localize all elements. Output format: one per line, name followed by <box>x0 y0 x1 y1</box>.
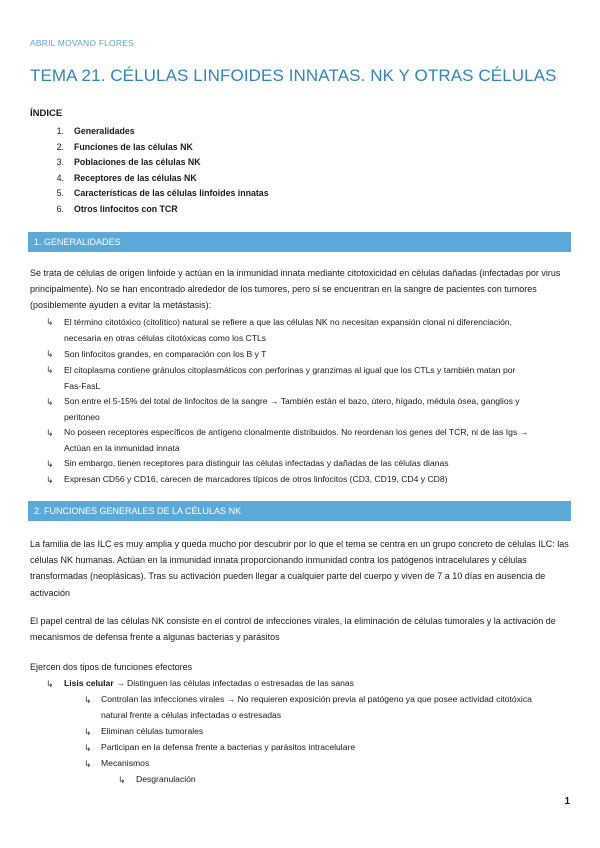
sub-arrow-icon: ↳ <box>46 476 54 486</box>
sub-arrow-icon: ↳ <box>84 744 92 754</box>
sub-arrow-icon: ↳ <box>118 776 126 786</box>
section2-paragraph-3: Ejercen dos tipos de funciones efectores <box>30 662 193 672</box>
list-item: Controlan las infecciones virales → No requieren exposición previa al patógeno ya que posee actividad citotóxica natural frente a células infectadas o estresadas <box>101 694 532 720</box>
page-number: 1 <box>564 796 570 807</box>
sub-arrow-icon: ↳ <box>46 460 54 470</box>
sub-arrow-icon: ↳ <box>46 350 54 360</box>
page-title: TEMA 21. CÉLULAS LINFOIDES INNATAS. NK Y OTRAS CÉLULAS <box>30 66 557 85</box>
toc-item: 4. Receptores de las células NK <box>56 172 197 183</box>
sub-arrow-icon: ↳ <box>46 429 54 439</box>
list-item: Mecanismos <box>101 758 150 768</box>
sub-arrow-icon: ↳ <box>46 366 54 376</box>
sub-arrow-icon: ↳ <box>46 680 54 690</box>
list-item: El citoplasma contiene gránulos citoplasmáticos con perforinas y granzimas al igual que los CTLs y también matan por Fas-FasL <box>64 365 516 391</box>
list-item: Desgranulación <box>136 774 196 784</box>
section2-paragraph-2: El papel central de las células NK consiste en el control de infecciones virales, la eliminación de células tumorales y la activación de mecanismos de defensa frente a algunas bacterias y parásitos <box>30 616 556 643</box>
list-item-lisis: Lisis celular → Distinguen las células infectadas o estresadas de las sanas <box>64 678 354 688</box>
list-item: Son entre el 5-15% del total de linfocitos de la sangre → También están el bazo, útero, hígado, médula ósea, ganglios y peritoneo <box>64 396 520 422</box>
list-item: Participan en la defensa frente a bacterias y parásitos intracelulare <box>101 742 356 752</box>
sub-arrow-icon: ↳ <box>84 760 92 770</box>
toc-item: 2. Funciones de las células NK <box>56 141 193 152</box>
sub-arrow-icon: ↳ <box>84 696 92 706</box>
toc-item: 1. Generalidades <box>56 126 135 136</box>
toc-item: 3. Poblaciones de las células NK <box>56 157 201 167</box>
list-item: Expresan CD56 y CD16, carecen de marcadores típicos de otros linfocitos (CD3, CD19, CD4 y CD8) <box>64 474 448 484</box>
list-item: Eliminan células tumorales <box>101 726 204 736</box>
section-heading-funciones: 2. FUNCIONES GENERALES DE LA CÉLULAS NK <box>28 501 571 521</box>
list-item: El término citotóxico (citolítico) natural se refiere a que las células NK no necesitan expansión clonal ni diferenciación, necesaria en otras células citotóxicas como los CTLs <box>64 317 513 343</box>
sub-arrow-icon: ↳ <box>84 728 92 738</box>
sub-arrow-icon: ↳ <box>46 318 54 328</box>
table-of-contents <box>44 124 269 217</box>
index-heading: ÍNDICE <box>30 108 63 119</box>
list-item: Sin embargo, tienen receptores para distinguir las células infectadas y dañadas de las células dianas <box>64 458 449 468</box>
list-item: Son linfocitos grandes, en comparación con los B y T <box>64 349 267 359</box>
toc-item: 5. Características de las células linfoides innatas <box>56 188 269 198</box>
sub-arrow-icon: ↳ <box>46 398 54 408</box>
section2-paragraph-1: La familia de las ILC es muy amplia y queda mucho por descubrir por lo que el tema se centra en un grupo concreto de células ILC: las células NK humanas. Actúan en la inmunidad innata proporcionando inmunidad contra los patógenos intracelulares y células transformadas (neoplásicas). Tras su activación pueden llegar a cualquier parte del cuerpo y viven de 7 a 10 días en ausencia de activación <box>30 539 569 598</box>
toc-item: 6. Otros linfocitos con TCR <box>56 203 178 214</box>
list-item: No poseen receptores específicos de antígeno clonalmente distribuidos. No reordenan los genes del TCR, ni de las Igs → Actúan en la inmunidad innata <box>64 427 529 453</box>
section-heading-generalidades: 1. GENERALIDADES <box>28 232 571 252</box>
section1-intro: Se trata de células de origen linfoide y actúan en la inmunidad innata mediante citotoxicidad en células dañadas (infectadas por virus principalmente). No se han encontrado alrededor de los tumores, pero sí se encuentran en la sangre de pacientes con tumores (posiblemente ayuden a evitar la metástasis): <box>30 268 561 311</box>
author-name: ABRIL MOVANO FLORES <box>30 38 134 48</box>
